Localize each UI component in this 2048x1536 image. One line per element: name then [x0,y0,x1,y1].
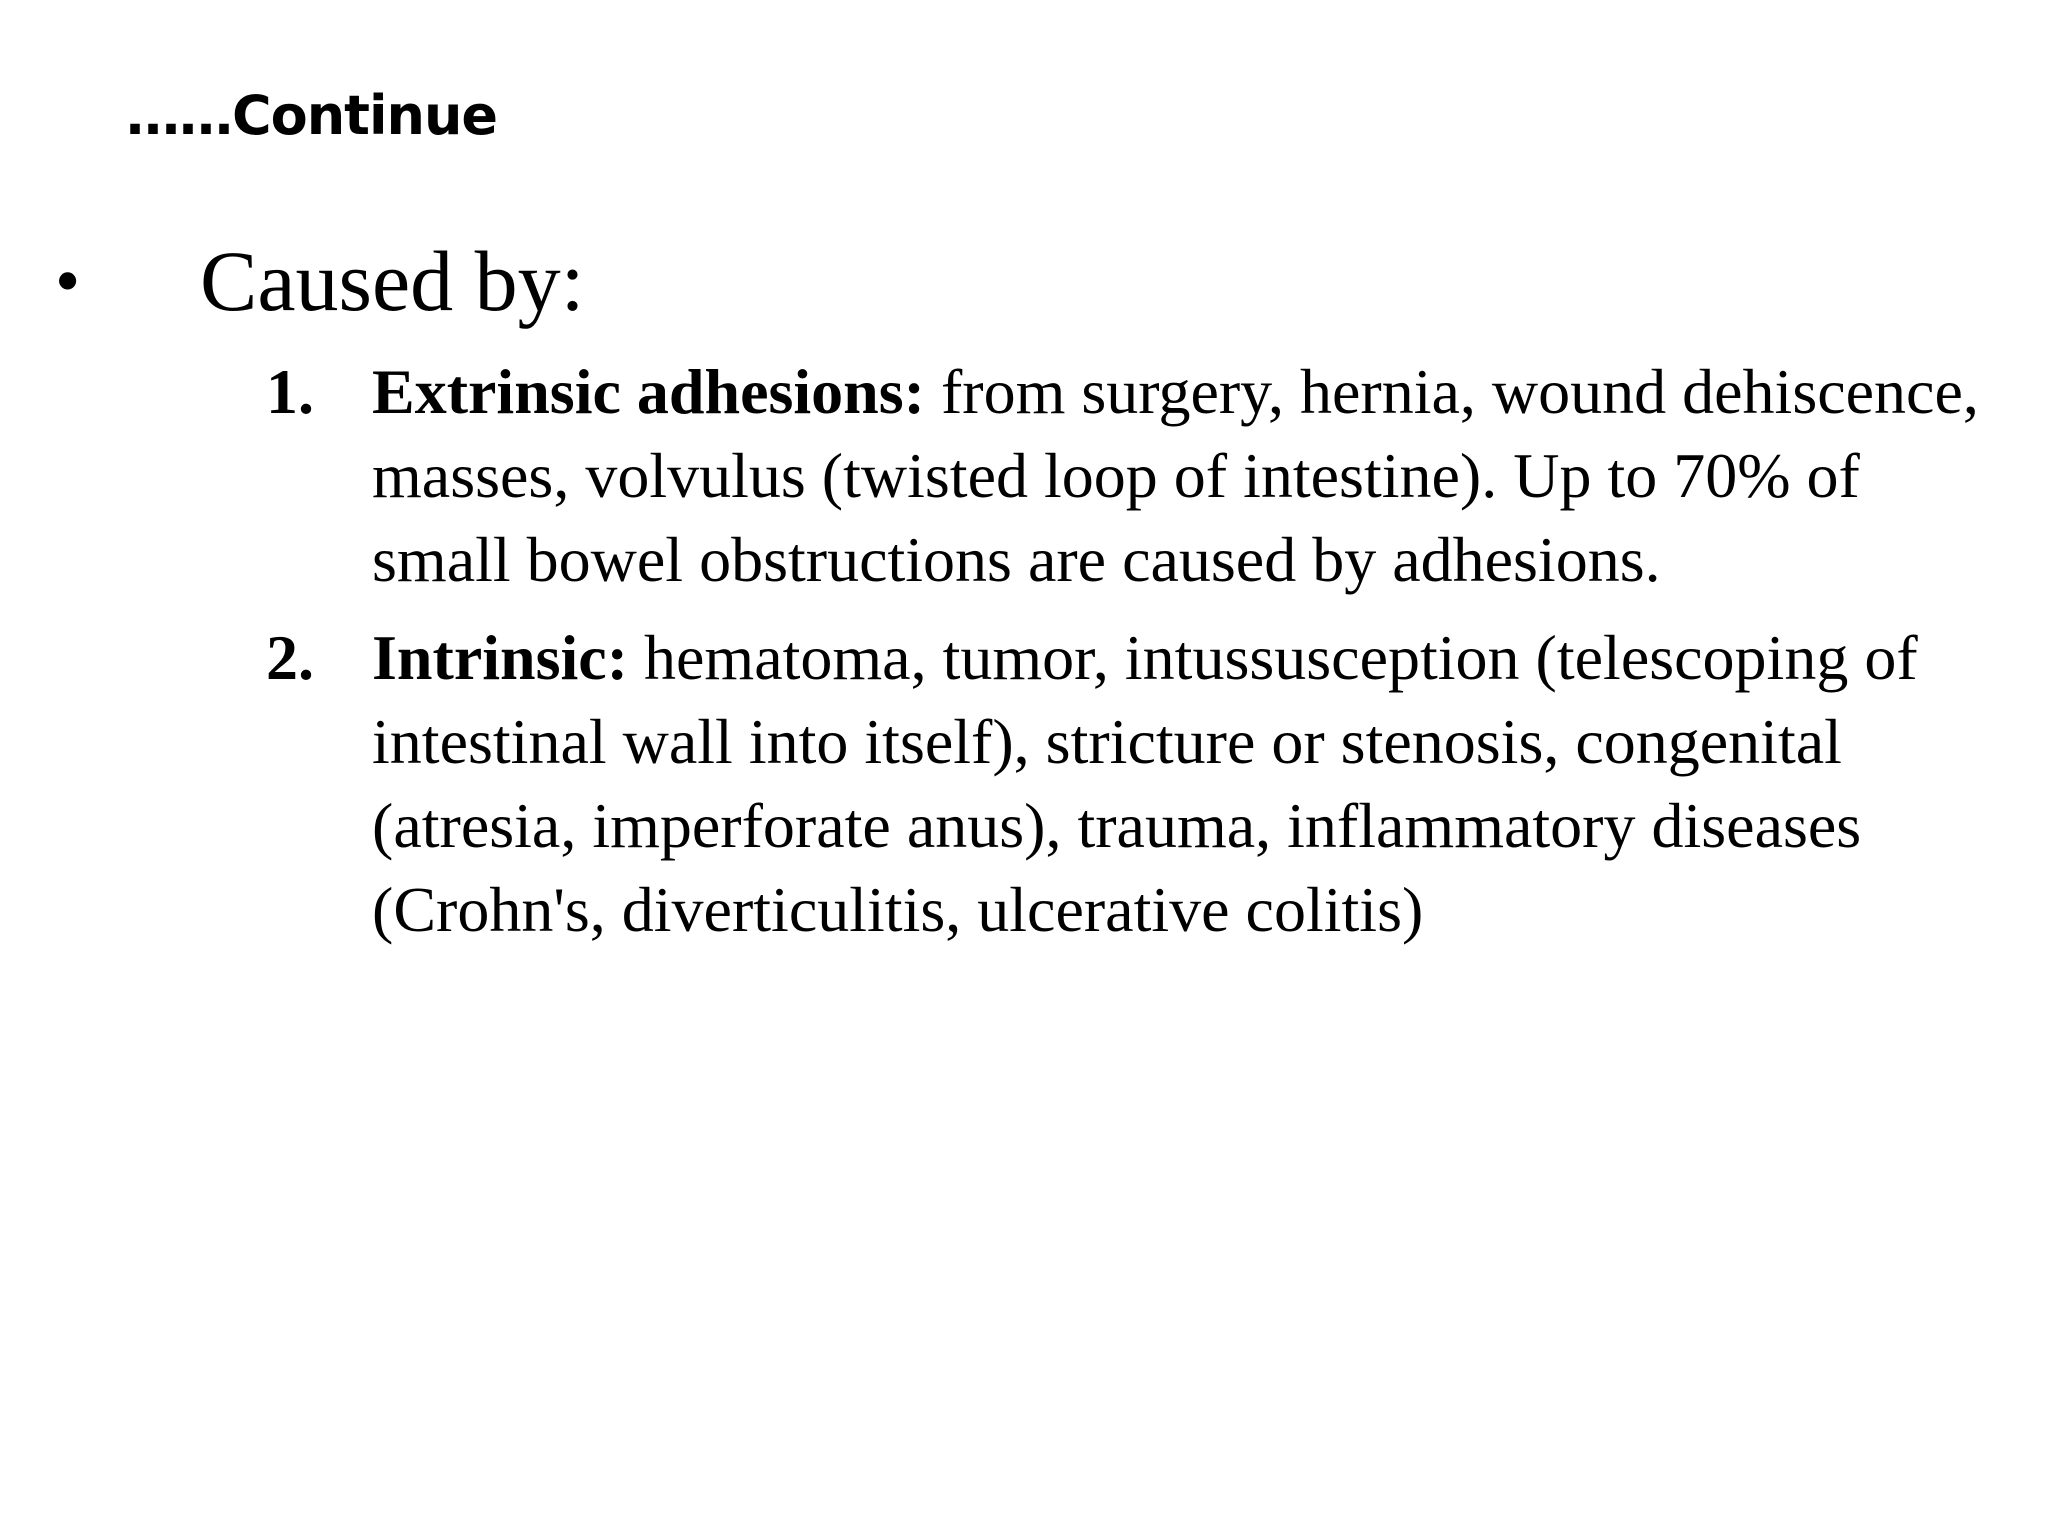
list-item-number: 2. [266,622,314,693]
list-item-text: from surgery, hernia, wound dehiscence, masses, volvulus (twisted loop of intestine). Up to 70% of small bowel obstructions are caused by adhesions. [372,356,1979,595]
list-item-extrinsic [266,350,1986,602]
bullet-dot: • [55,241,81,321]
causes-list [266,350,1986,966]
list-item-number: 1. [266,356,314,427]
slide-title: ……Continue [126,84,498,147]
bullet-text: Caused by: [200,233,585,329]
list-item-text: hematoma, tumor, intussusception (telescoping of intestinal wall into itself), stricture or stenosis, congenital (atresia, imperforate anus), trauma, inflammatory diseases (Crohn's, diverticulitis, ulcerative colitis) [372,622,1918,945]
list-item-lead: Extrinsic adhesions: [372,356,925,427]
list-item-intrinsic [266,616,1986,952]
bullet-caused-by [55,226,1955,336]
list-item-lead: Intrinsic: [372,622,628,693]
